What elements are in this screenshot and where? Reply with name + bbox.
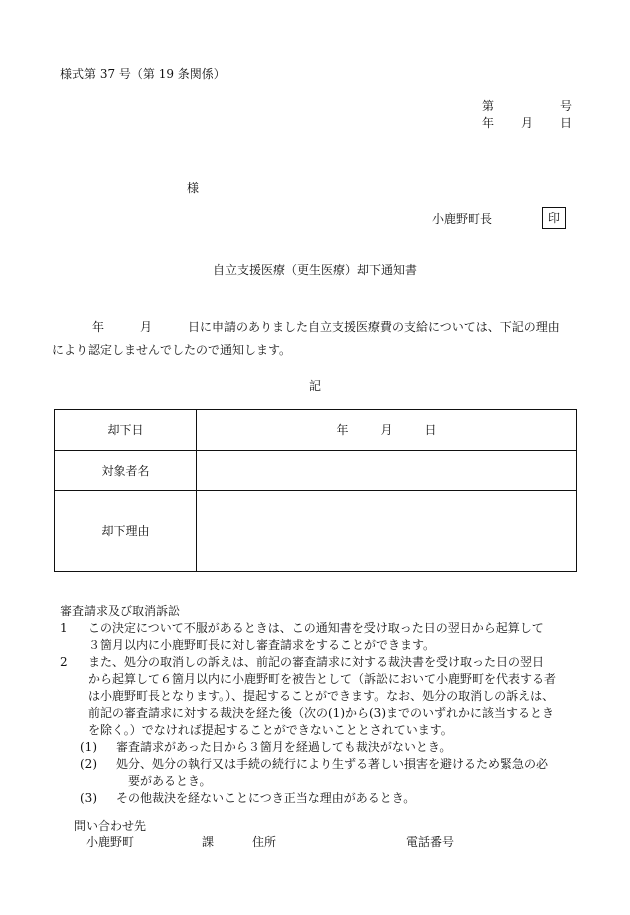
date-day: 日 [424,423,437,437]
body-month: 月 [140,320,153,334]
appeal-item [60,620,580,654]
appeal-line: 審査請求があった日から３箇月を経過しても裁決がないとき。 [116,740,452,754]
document-title: 自立支援医療（更生医療）却下通知書 [212,263,417,277]
appeal-line: を除く。）でなければ提起することができないこととされています。 [88,723,453,737]
seal-box [542,207,566,229]
appeal-line: ３箇月以内に小鹿野町長に対し審査請求をすることができます。 [88,638,436,652]
document-number-line [482,100,572,112]
appeal-line: また、処分の取消しの訴えは、前記の審査請求に対する裁決書を受け取った日の翌日 [88,655,545,669]
recipient-honorific: 様 [187,181,200,195]
rejection-date-value [197,410,577,451]
appeal-subitem [60,790,580,807]
contact-town: 小鹿野町 [86,835,135,849]
day-label: 日 [559,116,572,130]
subject-name-value [197,451,577,491]
contact-phone: 電話番号 [406,835,455,849]
year-label: 年 [482,116,495,130]
issuer-name: 小鹿野町長 [432,212,493,226]
appeal-subitem-number: (2) [80,757,97,771]
appeal-line: この決定について不服があるときは、この通知書を受け取った日の翌日から起算して [88,621,544,635]
appeal-subitem-number: (1) [80,740,97,754]
body-text-line-1 [92,321,560,333]
number-suffix: 号 [559,99,572,113]
table-row [55,451,577,491]
ki-heading: 記 [308,379,321,393]
appeal-line: その他裁決を経ないことにつき正当な理由があるとき。 [116,791,416,805]
rejection-date-label: 却下日 [55,410,197,451]
appeal-item [60,654,580,739]
appeal-line: 前記の審査請求に対する裁決を経た後（次の(1)から(3)までのいずれかに該当するとき [88,706,554,720]
issue-date-line [482,117,572,129]
body-line1-rest: 日に申請のありました自立支援医療費の支給については、下記の理由 [188,320,560,334]
contact-address: 住所 [252,835,277,849]
appeal-subitem [60,739,580,756]
form-number-label: 様式第 37 号（第 19 条関係） [60,67,226,81]
appeal-heading: 審査請求及び取消訴訟 [60,604,181,618]
rejection-reason-label: 却下理由 [55,491,197,572]
appeal-item-number: 2 [60,655,68,669]
contact-heading: 問い合わせ先 [74,819,147,833]
table-row [55,410,577,451]
appeal-line: から起算して６箇月以内に小鹿野町を被告として（訴訟において小鹿野町を代表する者 [88,672,557,686]
appeal-subitem [60,756,580,790]
rejection-record-table [54,409,577,572]
rejection-reason-value [197,491,577,572]
date-year: 年 [336,423,349,437]
appeal-line: は小鹿野町長となります。）、提起することができます。なお、処分の取消しの訴えは、 [88,689,555,703]
seal-label: 印 [547,211,560,225]
contact-section: 課 [202,835,215,849]
appeal-notice [60,603,580,807]
appeal-subitem-number: (3) [80,791,97,805]
appeal-line: 処分、処分の執行又は手続の続行により生ずる著しい損害を避けるため緊急の必 [116,757,549,771]
number-prefix: 第 [482,99,495,113]
body-year: 年 [92,320,105,334]
appeal-item-number: 1 [60,621,68,635]
appeal-line: 要があるとき。 [128,774,212,788]
month-label: 月 [520,116,533,130]
subject-name-label: 対象者名 [55,451,197,491]
body-text-line-2: により認定しませんでしたので通知します。 [52,343,292,357]
date-month: 月 [380,423,393,437]
table-row [55,491,577,572]
